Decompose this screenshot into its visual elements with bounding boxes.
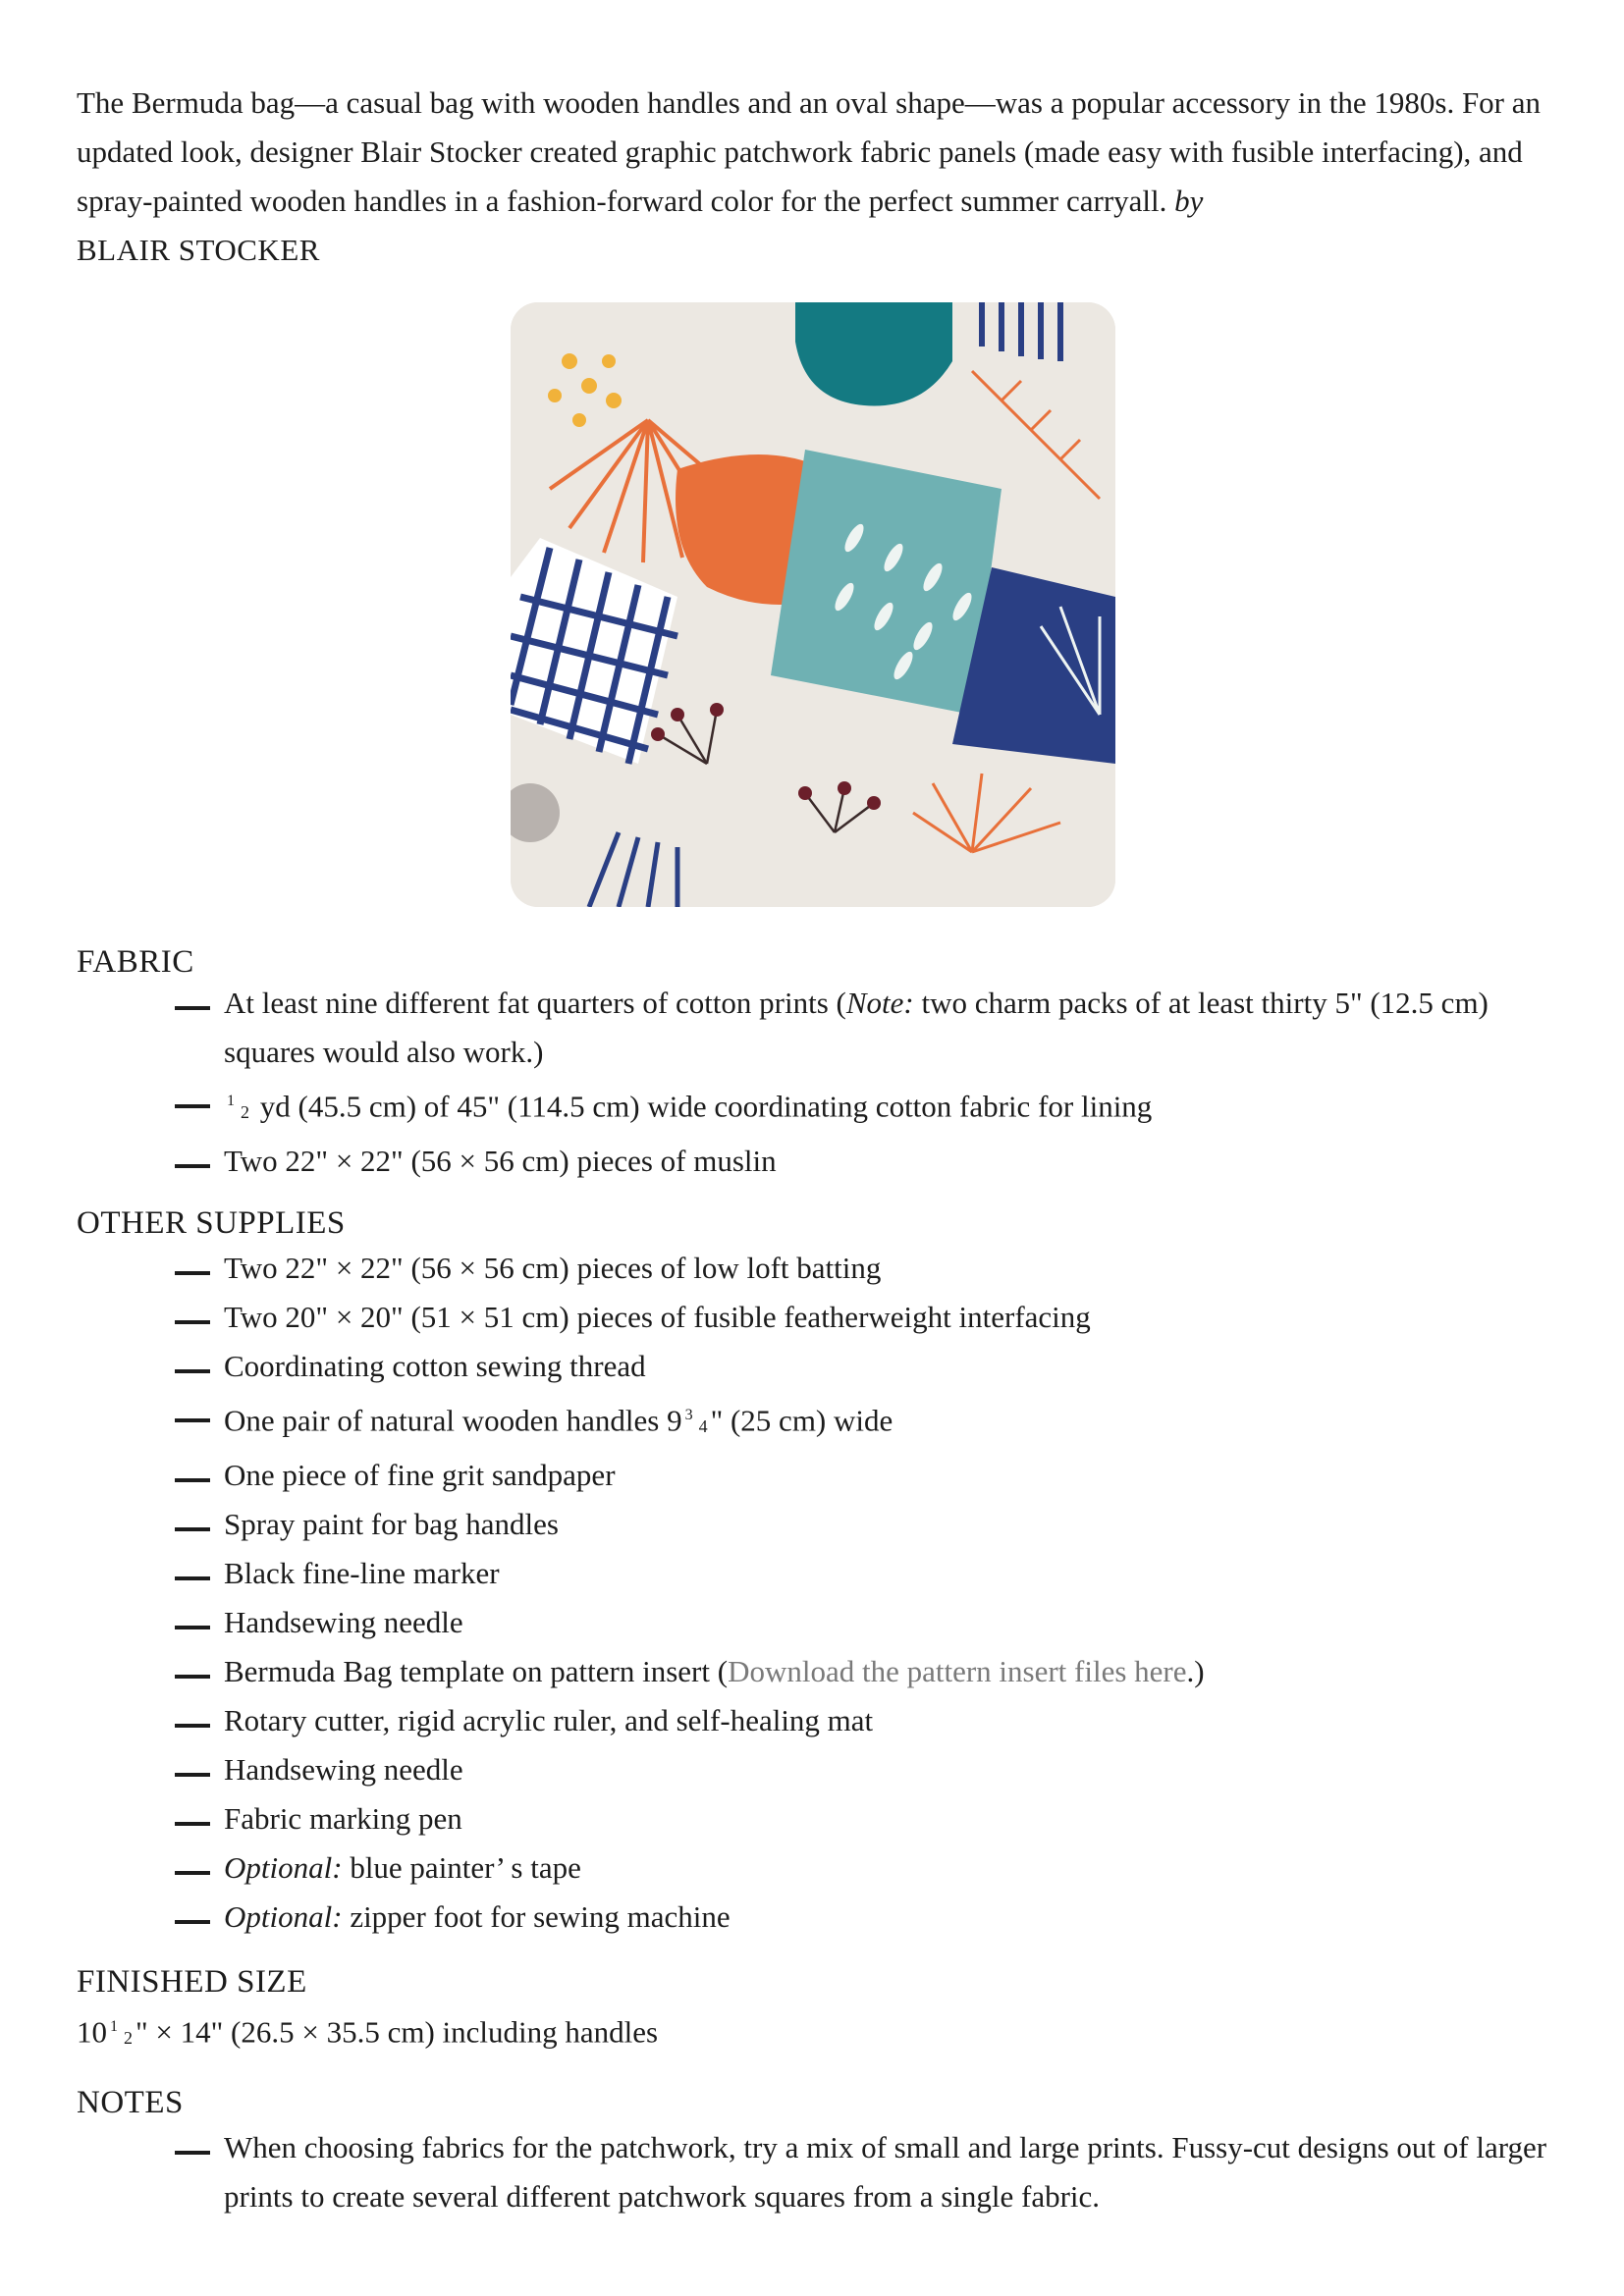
list-item: Optional: blue painter’ s tape (0, 1843, 1549, 1893)
list-item: One pair of natural wooden handles 9 $^3$4" (25 cm) wide (0, 1391, 1549, 1451)
dash-bullet (175, 1164, 210, 1168)
dash-bullet (175, 1871, 210, 1875)
list-item: Bermuda Bag template on pattern insert (Download the pattern insert files here.) (0, 1647, 1549, 1696)
dash-bullet (175, 1822, 210, 1826)
intro-text: The Bermuda bag—a casual bag with wooden handles and an oval shape—was a popular accessory in the 1980s. For an updated look, designer Blair Stocker created graphic patchwork fabric panels (made easy with fusible interfacing), and spray-painted wooden handles in a fashion-forward color for the perfect summer carryall. (77, 85, 1542, 218)
list-item: When choosing fabrics for the patchwork, try a mix of small and large prints. Fussy-cut designs out of larger prints to create several different patchwork squares from a single fabric. (0, 2123, 1549, 2221)
notes-list (0, 2123, 1549, 2221)
finished-size-text: 10 $^1$2" × 14" (26.5 × 35.5 cm) including handles (77, 2014, 659, 2050)
list-item: Two 20" × 20" (51 × 51 cm) pieces of fusible featherweight interfacing (0, 1293, 1549, 1342)
list-item: At least nine different fat quarters of cotton prints (Note: two charm packs of at least thirty 5" (12.5 cm) squares would also work.) (0, 979, 1549, 1077)
list-item: Two 22" × 22" (56 × 56 cm) pieces of muslin (0, 1137, 1549, 1186)
list-item: Rotary cutter, rigid acrylic ruler, and self-healing mat (0, 1696, 1549, 1745)
fraction-numerator: 1 (227, 1093, 235, 1109)
dash-bullet (175, 1576, 210, 1580)
list-item: Handsewing needle (0, 1745, 1549, 1794)
download-pattern-link[interactable]: Download the pattern insert files here (728, 1654, 1187, 1689)
list-item: Two 22" × 22" (56 × 56 cm) pieces of low loft batting (0, 1244, 1549, 1293)
list-item: Fabric marking pen (0, 1794, 1549, 1843)
dash-bullet (175, 1006, 210, 1010)
dash-bullet (175, 1773, 210, 1777)
intro-paragraph (77, 79, 1559, 275)
patchwork-fabric-photo (511, 302, 1115, 907)
dash-bullet (175, 1626, 210, 1629)
supplies-list (0, 1244, 1549, 1942)
list-item: Coordinating cotton sewing thread (0, 1342, 1549, 1391)
fraction-denominator: 2 (124, 2028, 133, 2049)
list-item: Spray paint for bag handles (0, 1500, 1549, 1549)
list-item: Optional: zipper foot for sewing machine (0, 1893, 1549, 1942)
dash-bullet (175, 1920, 210, 1924)
dash-bullet (175, 1104, 210, 1108)
dash-bullet (175, 1675, 210, 1679)
dash-bullet (175, 1369, 210, 1373)
fraction-denominator: 4 (698, 1416, 708, 1437)
dash-bullet (175, 1418, 210, 1422)
patchwork-illustration (511, 302, 1115, 907)
optional-label: Optional: (224, 1899, 343, 1935)
dash-bullet (175, 1527, 210, 1531)
dash-bullet (175, 2151, 210, 2155)
dash-bullet (175, 1271, 210, 1275)
list-item: $^1$2 yd (45.5 cm) of 45" (114.5 cm) wide coordinating cotton fabric for lining (0, 1077, 1549, 1137)
fabric-heading: FABRIC (77, 944, 194, 980)
dash-bullet (175, 1478, 210, 1482)
fraction-denominator: 2 (241, 1102, 249, 1123)
notes-heading: NOTES (77, 2085, 184, 2120)
optional-label: Optional: (224, 1850, 343, 1886)
note-label: Note: (845, 986, 914, 1020)
dash-bullet (175, 1320, 210, 1324)
dash-bullet (175, 1724, 210, 1728)
author-name: BLAIR STOCKER (77, 233, 320, 267)
list-item: One piece of fine grit sandpaper (0, 1451, 1549, 1500)
intro-by: by (1174, 184, 1204, 218)
other-supplies-heading: OTHER SUPPLIES (77, 1205, 346, 1241)
fabric-list (0, 979, 1549, 1186)
list-item: Black fine-line marker (0, 1549, 1549, 1598)
list-item: Handsewing needle (0, 1598, 1549, 1647)
finished-size-heading: FINISHED SIZE (77, 1964, 307, 2000)
fraction-numerator: 3 (684, 1407, 693, 1423)
fraction-numerator: 1 (110, 2018, 118, 2035)
